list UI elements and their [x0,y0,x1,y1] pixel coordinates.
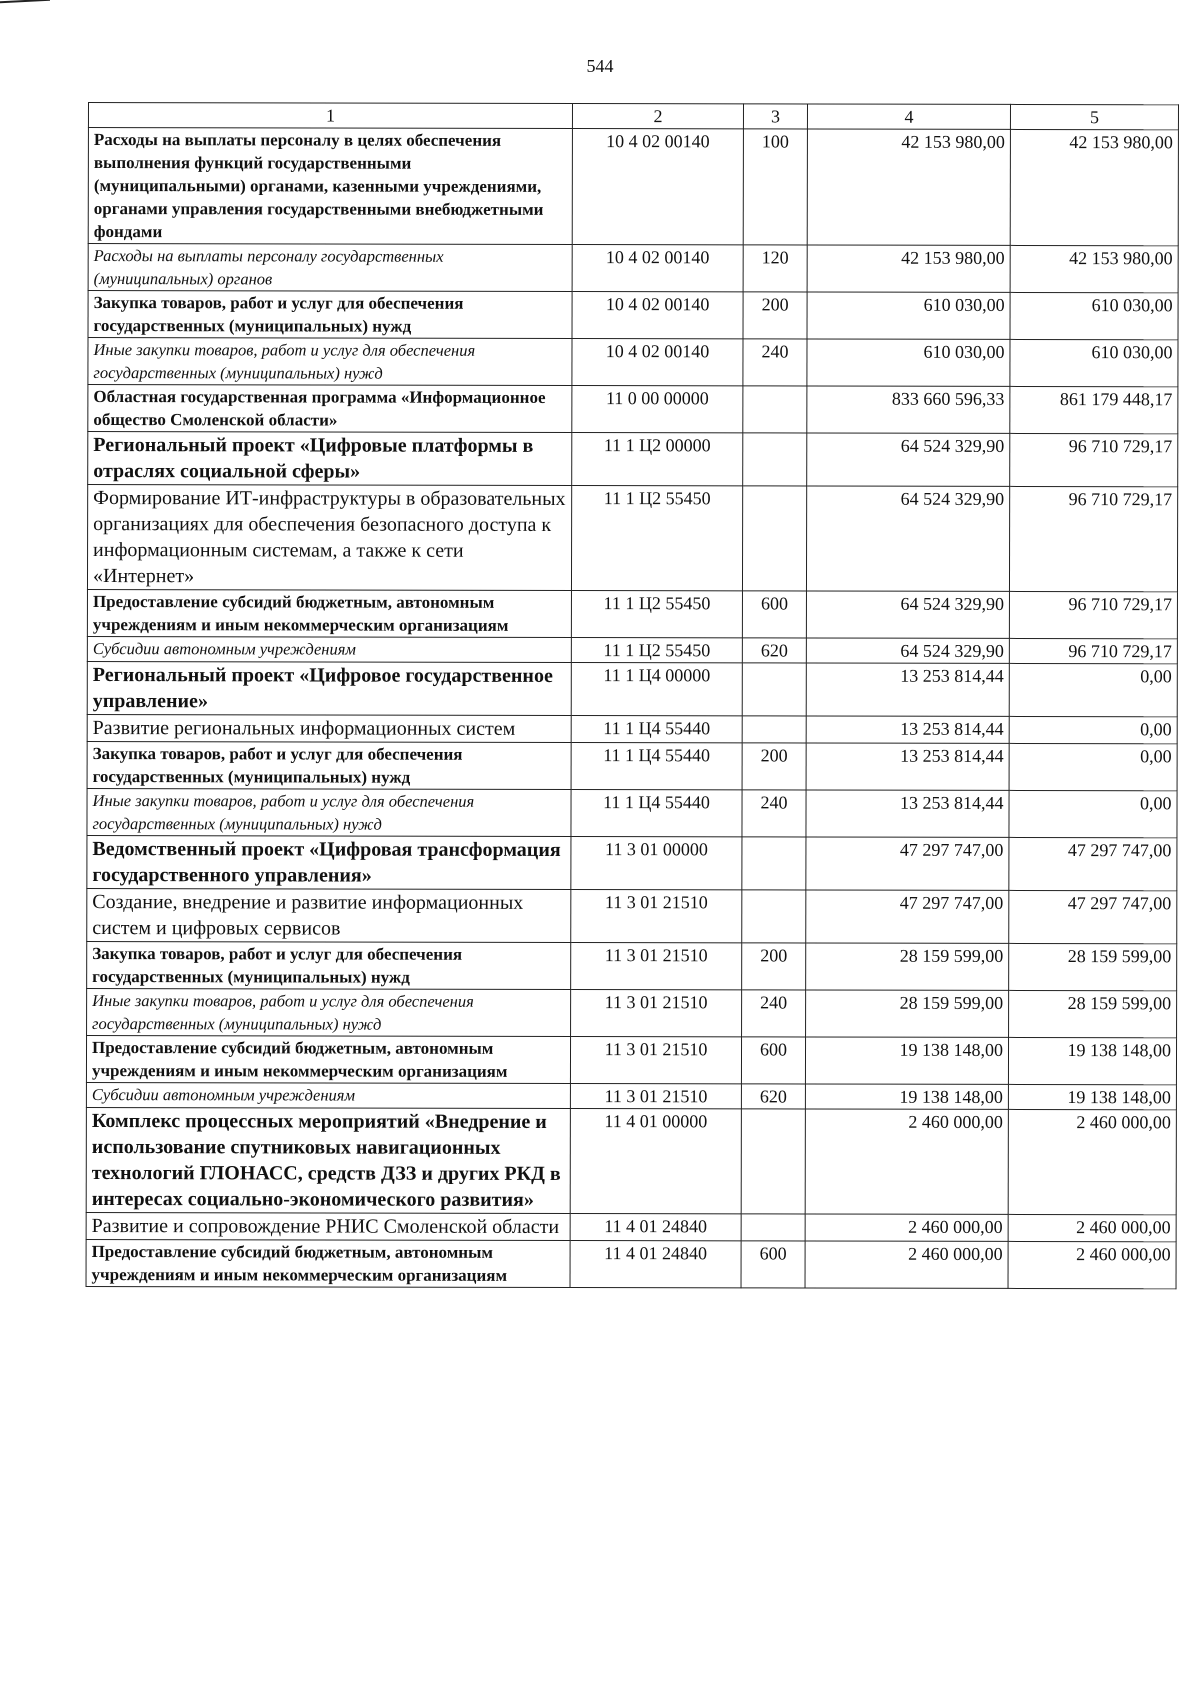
row-name-cell: Предоставление субсидий бюджетным, автономным учреждениям и иным некоммерческим организациям [86,1035,570,1083]
table-row [88,338,1178,387]
table-row [88,128,1178,246]
row-amount-1-cell: 13 253 814,44 [806,790,1009,837]
row-amount-1-cell: 610 030,00 [807,339,1010,386]
row-amount-1-cell: 2 460 000,00 [805,1241,1008,1288]
row-amount-2-cell: 19 138 148,00 [1008,1037,1176,1084]
row-name-cell: Создание, внедрение и развитие информационных систем и цифровых сервисов [87,888,571,942]
row-amount-2-cell: 96 710 729,17 [1009,486,1177,591]
row-code-cell: 11 3 01 21510 [571,890,742,943]
row-amount-2-cell: 96 710 729,17 [1009,638,1177,663]
row-name-cell: Закупка товаров, работ и услуг для обеспечения государственных (муниципальных) нужд [88,291,572,339]
table-row [87,888,1177,943]
row-kind-cell [742,716,806,743]
row-name-cell: Предоставление субсидий бюджетным, автономным учреждениям и иным некоммерческим организациям [86,1239,570,1287]
row-code-cell: 11 3 01 21510 [570,1084,741,1109]
table-row [87,988,1177,1037]
row-amount-1-cell: 13 253 814,44 [806,743,1009,790]
row-code-cell: 11 1 Ц4 55440 [571,790,742,837]
row-amount-1-cell: 47 297 747,00 [806,890,1009,943]
row-kind-cell: 600 [741,1241,805,1288]
row-amount-2-cell: 610 030,00 [1010,292,1178,339]
row-amount-2-cell: 0,00 [1009,743,1177,790]
row-amount-2-cell: 28 159 599,00 [1009,943,1177,990]
row-amount-1-cell: 833 660 596,33 [807,386,1010,433]
column-header-amount-1: 4 [807,104,1010,129]
row-kind-cell [743,386,807,433]
row-name-cell: Субсидии автономным учреждениям [86,1082,570,1108]
table-row [88,432,1178,487]
row-code-cell: 11 1 Ц4 55440 [571,716,742,743]
row-amount-2-cell: 2 460 000,00 [1008,1214,1176,1241]
row-name-cell: Иные закупки товаров, работ и услуг для обеспечения государственных (муниципальных) нужд [87,988,571,1036]
row-code-cell: 11 1 Ц4 00000 [571,663,742,716]
row-amount-1-cell: 13 253 814,44 [806,716,1009,743]
row-amount-1-cell: 64 524 329,90 [806,638,1009,663]
row-code-cell: 10 4 02 00140 [572,292,743,339]
table-row [87,590,1177,639]
row-amount-2-cell: 42 153 980,00 [1010,129,1178,245]
row-kind-cell: 240 [742,790,806,837]
table-row [87,714,1177,743]
row-amount-2-cell: 610 030,00 [1010,339,1178,386]
table-row [86,1212,1176,1241]
table-row [88,385,1178,434]
column-header-name: 1 [88,103,572,129]
row-kind-cell: 620 [742,638,806,663]
row-kind-cell [741,1109,805,1214]
row-amount-1-cell: 19 138 148,00 [805,1037,1008,1084]
row-code-cell: 11 4 01 00000 [570,1109,741,1214]
row-code-cell: 11 4 01 24840 [570,1241,741,1288]
row-amount-2-cell: 2 460 000,00 [1008,1109,1176,1214]
row-code-cell: 11 1 Ц2 00000 [572,433,743,486]
row-amount-1-cell: 19 138 148,00 [805,1084,1008,1109]
row-kind-cell: 600 [741,1037,805,1084]
row-amount-2-cell: 19 138 148,00 [1008,1084,1176,1109]
row-code-cell: 11 3 01 21510 [571,943,742,990]
row-kind-cell [741,1214,805,1241]
row-amount-1-cell: 28 159 599,00 [806,943,1009,990]
row-amount-2-cell: 28 159 599,00 [1009,990,1177,1037]
table-row [88,291,1178,340]
budget-table [86,102,1179,1289]
row-code-cell: 11 4 01 24840 [570,1214,741,1241]
row-amount-2-cell: 0,00 [1009,663,1177,716]
row-code-cell: 11 0 00 00000 [572,386,743,433]
row-amount-1-cell: 42 153 980,00 [807,129,1010,245]
row-kind-cell [742,890,806,943]
row-name-cell: Областная государственная программа «Информационное общество Смоленской области» [88,385,572,433]
page-number: 544 [586,56,614,76]
row-code-cell: 11 3 01 00000 [571,837,742,890]
row-amount-1-cell: 64 524 329,90 [807,433,1010,486]
row-kind-cell [743,433,807,486]
row-code-cell: 11 1 Ц2 55450 [571,591,742,638]
row-kind-cell: 240 [742,990,806,1037]
row-code-cell: 11 1 Ц4 55440 [571,743,742,790]
row-kind-cell: 100 [743,129,807,245]
row-amount-2-cell: 2 460 000,00 [1008,1241,1176,1288]
row-amount-2-cell: 861 179 448,17 [1010,386,1178,433]
table-row [87,941,1177,990]
row-name-cell: Предоставление субсидий бюджетным, автономным учреждениям и иным некоммерческим организациям [87,590,571,638]
scan-edge-mark [0,0,50,11]
row-amount-2-cell: 47 297 747,00 [1009,890,1177,943]
row-kind-cell: 200 [743,292,807,339]
table-row [86,1082,1176,1109]
column-header-amount-2: 5 [1010,104,1178,129]
row-code-cell: 10 4 02 00140 [572,129,743,245]
row-amount-1-cell: 64 524 329,90 [806,486,1009,591]
row-amount-2-cell: 96 710 729,17 [1009,591,1177,638]
table-row [86,1035,1176,1084]
row-amount-1-cell: 28 159 599,00 [806,990,1009,1037]
table-row [87,835,1177,890]
row-name-cell: Закупка товаров, работ и услуг для обеспечения государственных (муниципальных) нужд [87,941,571,989]
row-code-cell: 10 4 02 00140 [572,245,743,292]
row-name-cell: Иные закупки товаров, работ и услуг для обеспечения государственных (муниципальных) нужд [87,788,571,836]
table-row [86,1107,1176,1214]
table-row [87,485,1177,592]
row-kind-cell [742,486,806,591]
row-amount-2-cell: 42 153 980,00 [1010,245,1178,292]
row-name-cell: Развитие и сопровождение РНИС Смоленской области [86,1212,570,1240]
table-row [87,661,1177,716]
row-amount-2-cell: 96 710 729,17 [1010,433,1178,486]
row-name-cell: Ведомственный проект «Цифровая трансформация государственного управления» [87,835,571,889]
row-name-cell: Формирование ИТ-инфраструктуры в образовательных организациях для обеспечения безопасного доступа к информационным системам, а также к сети «Интернет» [87,485,571,591]
row-name-cell: Комплекс процессных мероприятий «Внедрение и использование спутниковых навигационных технологий ГЛОНАСС, средств ДЗЗ и других РКД в интересах социально-экономического развития» [86,1107,570,1213]
table-row [87,636,1177,663]
row-name-cell: Расходы на выплаты персоналу в целях обеспечения выполнения функций государственными (муниципальными) органами, казенными учреждениями, органами управления государственными внебюджетными фондами [88,128,572,245]
row-kind-cell: 240 [743,339,807,386]
row-amount-1-cell: 2 460 000,00 [805,1109,1008,1214]
row-amount-1-cell: 610 030,00 [807,292,1010,339]
row-code-cell: 11 1 Ц2 55450 [571,638,742,663]
table-row [88,244,1178,293]
row-code-cell: 11 3 01 21510 [570,1037,741,1084]
column-header-kind: 3 [743,104,807,129]
row-code-cell: 11 1 Ц2 55450 [571,486,742,591]
table-body [86,128,1178,1289]
row-code-cell: 11 3 01 21510 [571,990,742,1037]
row-kind-cell: 200 [742,743,806,790]
row-name-cell: Иные закупки товаров, работ и услуг для обеспечения государственных (муниципальных) нужд [88,338,572,386]
row-name-cell: Расходы на выплаты персоналу государственных (муниципальных) органов [88,244,572,292]
row-amount-2-cell: 0,00 [1009,716,1177,743]
table-row [86,1239,1176,1288]
row-amount-1-cell: 13 253 814,44 [806,663,1009,716]
row-kind-cell: 600 [742,591,806,638]
row-name-cell: Региональный проект «Цифровые платформы в отраслях социальной сферы» [88,432,572,486]
row-name-cell: Развитие региональных информационных систем [87,714,571,742]
row-kind-cell: 200 [742,943,806,990]
row-kind-cell: 620 [741,1084,805,1109]
row-name-cell: Субсидии автономным учреждениям [87,636,571,662]
row-amount-1-cell: 2 460 000,00 [805,1214,1008,1241]
row-kind-cell [742,663,806,716]
table-row [87,741,1177,790]
row-amount-2-cell: 47 297 747,00 [1009,837,1177,890]
row-kind-cell: 120 [743,245,807,292]
row-name-cell: Закупка товаров, работ и услуг для обеспечения государственных (муниципальных) нужд [87,741,571,789]
row-name-cell: Региональный проект «Цифровое государственное управление» [87,661,571,715]
table-row [87,788,1177,837]
row-kind-cell [742,837,806,890]
row-amount-2-cell: 0,00 [1009,790,1177,837]
column-header-code: 2 [572,104,743,129]
header-row [88,103,1178,130]
row-code-cell: 10 4 02 00140 [572,339,743,386]
row-amount-1-cell: 42 153 980,00 [807,245,1010,292]
row-amount-1-cell: 47 297 747,00 [806,837,1009,890]
row-amount-1-cell: 64 524 329,90 [806,591,1009,638]
